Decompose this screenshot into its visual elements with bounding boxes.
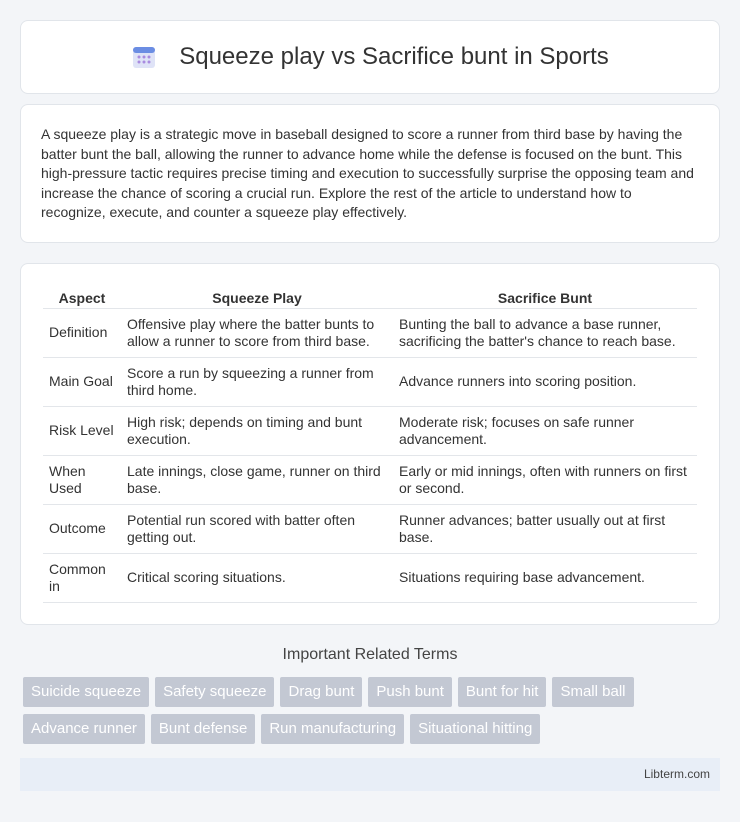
footer-site-link[interactable]: Libterm.com [643,767,710,781]
intro-text: A squeeze play is a strategic move in baseball designed to score a runner from third base by having the batter bunt the ball, allowing the runner to advance home while the defense is focused on the bunt. This high-pressure tactic requires precise timing and execution to successfully surprise the opposing team and increase the chance of scoring a crucial run. Explore the rest of the article to understand how to recognize, execute, and counter a squeeze play effectively. [41,126,694,221]
header-aspect: Aspect [43,284,121,309]
table-row [43,358,697,407]
related-term-tag[interactable]: Suicide squeeze [23,677,149,707]
row-aspect: Common in [43,554,121,603]
row-aspect: Risk Level [43,407,121,456]
row-aspect: When Used [43,456,121,505]
row-squeeze-play: Critical scoring situations. [121,554,393,603]
table-row [43,456,697,505]
row-sacrifice-bunt: Early or mid innings, often with runners on first or second. [393,456,697,505]
intro-card [20,104,720,243]
row-aspect: Definition [43,309,121,358]
related-terms-list [23,677,723,744]
footer [20,758,720,791]
related-term-tag[interactable]: Advance runner [23,714,145,744]
row-squeeze-play: Potential run scored with batter often getting out. [121,505,393,554]
page-title: Squeeze play vs Sacrifice bunt in Sports [179,43,609,70]
related-term-tag[interactable]: Small ball [552,677,633,707]
row-sacrifice-bunt: Situations requiring base advancement. [393,554,697,603]
row-aspect: Outcome [43,505,121,554]
row-aspect: Main Goal [43,358,121,407]
related-term-tag[interactable]: Push bunt [368,677,452,707]
row-squeeze-play: Score a run by squeezing a runner from third home. [121,358,393,407]
related-term-tag[interactable]: Bunt defense [151,714,255,744]
row-squeeze-play: Late innings, close game, runner on third base. [121,456,393,505]
row-sacrifice-bunt: Moderate risk; focuses on safe runner advancement. [393,407,697,456]
header-sacrifice-bunt: Sacrifice Bunt [393,284,697,309]
related-terms-title: Important Related Terms [282,646,458,663]
table-row [43,309,697,358]
row-sacrifice-bunt: Advance runners into scoring position. [393,358,697,407]
table-row [43,505,697,554]
calendar-icon [131,44,157,70]
title-card [20,20,720,94]
comparison-table [43,284,697,603]
row-squeeze-play: High risk; depends on timing and bunt execution. [121,407,393,456]
comparison-card [20,263,720,625]
table-header-row [43,284,697,309]
related-term-tag[interactable]: Bunt for hit [458,677,547,707]
row-sacrifice-bunt: Bunting the ball to advance a base runner, sacrificing the batter's chance to reach base. [393,309,697,358]
row-sacrifice-bunt: Runner advances; batter usually out at first base. [393,505,697,554]
header-squeeze-play: Squeeze Play [121,284,393,309]
related-term-tag[interactable]: Situational hitting [410,714,540,744]
related-term-tag[interactable]: Safety squeeze [155,677,274,707]
related-term-tag[interactable]: Run manufacturing [261,714,404,744]
table-row [43,407,697,456]
row-squeeze-play: Offensive play where the batter bunts to allow a runner to score from third base. [121,309,393,358]
table-row [43,554,697,603]
related-term-tag[interactable]: Drag bunt [280,677,362,707]
